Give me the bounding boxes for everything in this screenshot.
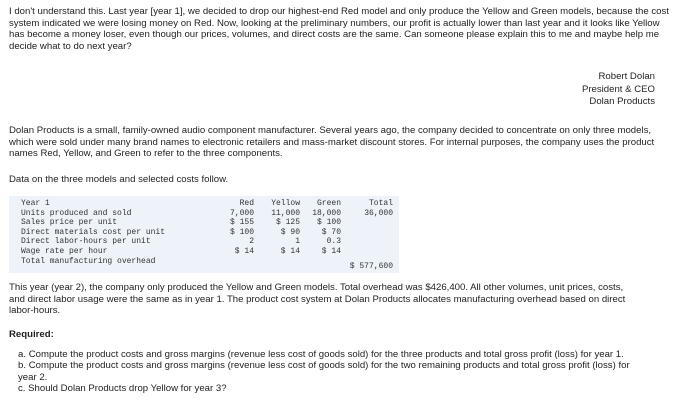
cell-red: $ 155 [229, 218, 254, 228]
cell-yellow: 1 [295, 237, 300, 247]
table-row [9, 256, 399, 271]
signature-company: Dolan Products [589, 96, 655, 107]
table-header-row [9, 199, 399, 209]
item-text: Compute the product costs and gross margins (revenue less cost of goods sold) for the two remaining products and total gross profit (loss) for year 2. [18, 360, 630, 383]
cell-green: $ 100 [316, 218, 341, 228]
item-text: Should Dolan Products drop Yellow for year 3? [28, 382, 227, 394]
table-header-label: Year 1 [21, 199, 50, 208]
year2-paragraph: This year (year 2), the company only produced the Yellow and Green models. Total overhead was $426,400. All other volumes, unit prices, costs, and direct labor usage were the same as in year 1. The product cost system at Dolan Products allocates manufacturing overhead based on direct labor-hours. [9, 282, 626, 317]
table-intro: Data on the three models and selected costs follow. [9, 174, 229, 185]
table-header-total: Total [368, 199, 393, 208]
signature-title: President & CEO [581, 83, 655, 95]
table-row [9, 237, 399, 247]
list-item [18, 349, 638, 360]
cell-yellow: $ 125 [275, 218, 300, 228]
table-row [9, 247, 399, 257]
table-header-red: Red [239, 199, 254, 208]
row-label: Units produced and sold [21, 208, 132, 218]
table-row [9, 209, 399, 219]
required-list [18, 349, 638, 394]
cell-yellow: $ 14 [280, 247, 300, 256]
cell-red: 7,000 [229, 208, 254, 218]
table-row [9, 218, 399, 228]
item-letter: c. [18, 382, 26, 394]
data-table [9, 196, 399, 273]
intro-paragraph: I don't understand this. Last year [year 1], we decided to drop our highest-end Red model and only produce the Yellow and Green models, because the cost system indicated we were losing money on Red. Now, looking at the preliminary numbers, our profit is actually lower than last year and it looks like Yellow has become a money loser, even though our prices, volumes, and direct costs are the same. Can someone please explain this to me and maybe help me decide what to do next year? [9, 6, 669, 52]
row-label: Wage rate per hour [21, 247, 108, 256]
background-paragraph: Dolan Products is a small, family-owned audio component manufacturer. Several years ago, the company decided to concentrate on only three models, which were sold under many brand names to electronic retailers and mass-market discount stores. For internal purposes, the company uses the product names Red, Yellow, and Green to refer to the three components. [9, 125, 655, 160]
cell-yellow: $ 90 [280, 227, 300, 237]
table-header-yellow: Yellow [271, 199, 300, 208]
cell-green: 18,000 [312, 208, 341, 218]
item-letter: b. [18, 360, 27, 372]
cell-green: $ 14 [321, 247, 341, 256]
signature-name: Robert Dolan [598, 71, 655, 82]
list-item [18, 360, 638, 383]
cell-red: $ 100 [229, 227, 254, 237]
row-label: Direct labor-hours per unit [21, 237, 151, 247]
table-header-green: Green [316, 199, 341, 208]
signature-block [582, 71, 655, 109]
cell-green: $ 70 [321, 227, 341, 237]
cell-total: 36,000 [364, 208, 393, 218]
item-text: Compute the product costs and gross margins (revenue less cost of goods sold) for the three products and total gross profit (loss) for year 1. [28, 349, 624, 360]
cell-green: 0.3 [326, 237, 341, 247]
list-item [18, 383, 638, 394]
cell-yellow: 11,000 [271, 208, 300, 218]
required-heading: Required: [9, 329, 54, 340]
table-row [9, 228, 399, 238]
cell-total: $ 577,600 [349, 261, 393, 271]
cell-red: $ 14 [234, 247, 254, 256]
row-label: Direct materials cost per unit [21, 227, 166, 237]
item-letter: a. [18, 349, 27, 360]
cell-red: 2 [249, 237, 254, 247]
row-label: Total manufacturing overhead [21, 256, 156, 266]
row-label: Sales price per unit [21, 218, 118, 228]
